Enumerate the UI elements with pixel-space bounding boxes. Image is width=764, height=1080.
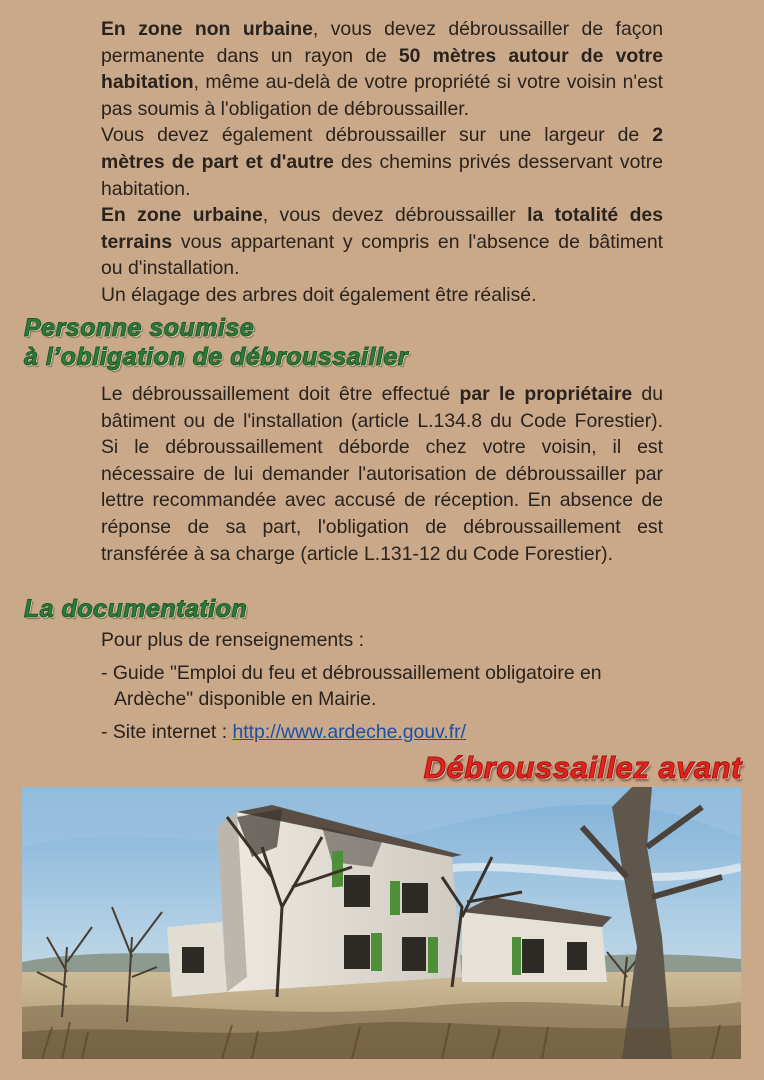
intro-paragraph-non-urban: En zone non urbaine, vous devez débroussailler de façon permanente dans un rayon de 50 mètres autour de votre habitation, même au-delà de votre propriété si votre voisin n'est pas soumis à l'obligation de débroussailler. [101, 18, 663, 120]
website-link[interactable]: http://www.ardeche.gouv.fr/ [232, 720, 467, 743]
burnt-house-illustration [22, 787, 741, 1059]
documentation-item-guide: - Guide "Emploi du feu et débroussaillement obligatoire en Ardèche" disponible en Mairie. [101, 661, 602, 711]
intro-paragraph-urban: En zone urbaine, vous devez débroussailler la totalité des terrains vous appartenant y compris en l'absence de bâtiment ou d'installation. [101, 204, 664, 280]
intro-paragraph-paths: Vous devez également débroussailler sur une largeur de 2 mètres de part et d'autre des chemins privés desservant votre habitation. [101, 124, 663, 200]
documentation-list [101, 627, 701, 745]
intro-text [101, 16, 663, 309]
heading-obligation-line2: à l’obligation de débroussailler [24, 343, 409, 371]
heading-documentation: La documentation [24, 595, 248, 623]
slogan: Débroussaillez avant [423, 750, 742, 785]
heading-obligation [24, 314, 408, 372]
documentation-intro: Pour plus de renseignements : [101, 629, 365, 651]
documentation-item-website: - Site internet : http://www.ardeche.gouv.fr/ [101, 720, 467, 743]
intro-paragraph-pruning: Un élagage des arbres doit également être réalisé. [101, 283, 537, 306]
obligation-text: Le débroussaillement doit être effectué par le propriétaire du bâtiment ou de l'installation (article L.134.8 du Code Forestier). Si le débroussaillement déborde chez votre voisin, il est nécessaire de lui demander l'autorisation de débroussailler par lettre recommandée avec accusé de réception. En absence de réponse de sa part, l'obligation de débroussaillement est transférée à sa charge (article L.131-12 du Code Forestier). [101, 383, 663, 565]
heading-obligation-line1: Personne soumise [24, 314, 255, 342]
